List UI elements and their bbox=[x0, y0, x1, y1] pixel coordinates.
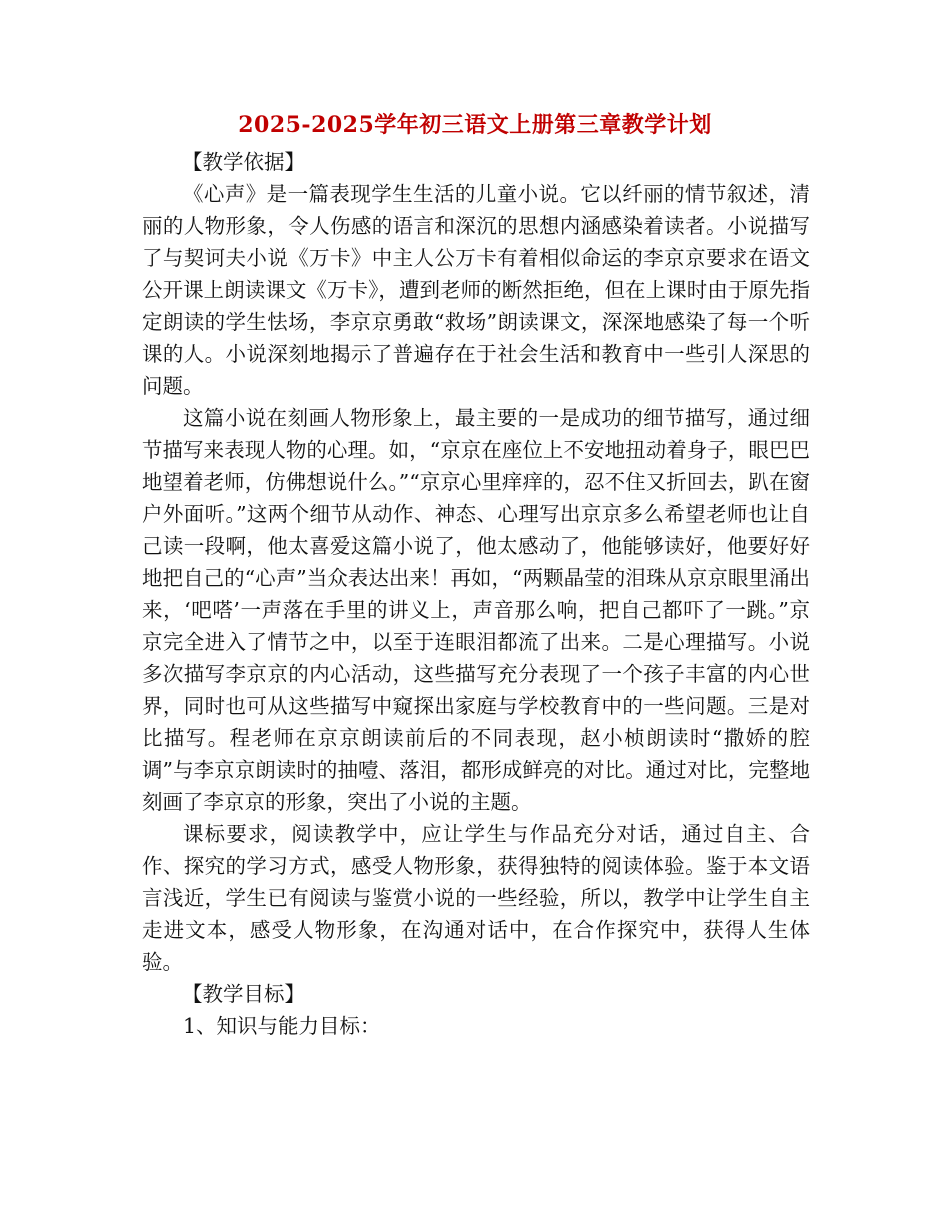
section-heading-teaching-goals: 【教学目标】 bbox=[182, 982, 305, 1006]
paragraph: 《心声》是一篇表现学生生活的儿童小说。它以纤丽的情节叙述，清丽的人物形象，令人伤感的语言和深沉的思想内涵感染着读者。小说描写了与契诃夫小说《万卡》中主人公万卡有着相似命运的李京京要求在语文公开课上朗读课文《万卡》，遭到老师的断然拒绝，但在上课时由于原先指定朗读的学生怯场，李京京勇敢“救场”朗读课文，深深地感染了每一个听课的人。小说深刻地揭示了普遍存在于社会生活和教育中一些引人深思的问题。 bbox=[142, 182, 810, 398]
paragraph: 课标要求，阅读教学中，应让学生与作品充分对话，通过自主、合作、探究的学习方式，感受人物形象，获得独特的阅读体验。鉴于本文语言浅近，学生已有阅读与鉴赏小说的一些经验，所以，教学中让学生自主走进文本，感受人物形象，在沟通对话中，在合作探究中，获得人生体验。 bbox=[142, 822, 810, 974]
paragraph: 这篇小说在刻画人物形象上，最主要的一是成功的细节描写，通过细节描写来表现人物的心理。如，“京京在座位上不安地扭动着身子，眼巴巴地望着老师，仿佛想说什么。”“京京心里痒痒的，忍不住又折回去，趴在窗户外面听。”这两个细节从动作、神态、心理写出京京多么希望老师也让自己读一段啊，他太喜爱这篇小说了，他太感动了，他能够读好，他要好好地把自己的“心声”当众表达出来！再如，“两颗晶莹的泪珠从京京眼里涌出来，‘吧嗒’一声落在手里的讲义上，声音那么响，把自己都吓了一跳。”京京完全进入了情节之中，以至于连眼泪都流了出来。二是心理描写。小说多次描写李京京的内心活动，这些描写充分表现了一个孩子丰富的内心世界，同时也可从这些描写中窥探出家庭与学校教育中的一些问题。三是对比描写。程老师在京京朗读前后的不同表现，赵小桢朗读时“撒娇的腔调”与李京京朗读时的抽噎、落泪，都形成鲜亮的对比。通过对比，完整地刻画了李京京的形象，突出了小说的主题。 bbox=[142, 406, 810, 814]
section-heading-teaching-basis: 【教学依据】 bbox=[182, 150, 305, 174]
goal-item: 1、知识与能力目标： bbox=[183, 1014, 381, 1038]
document-body bbox=[142, 146, 810, 1042]
document-title: 2025-2025学年初三语文上册第三章教学计划 bbox=[238, 112, 712, 138]
